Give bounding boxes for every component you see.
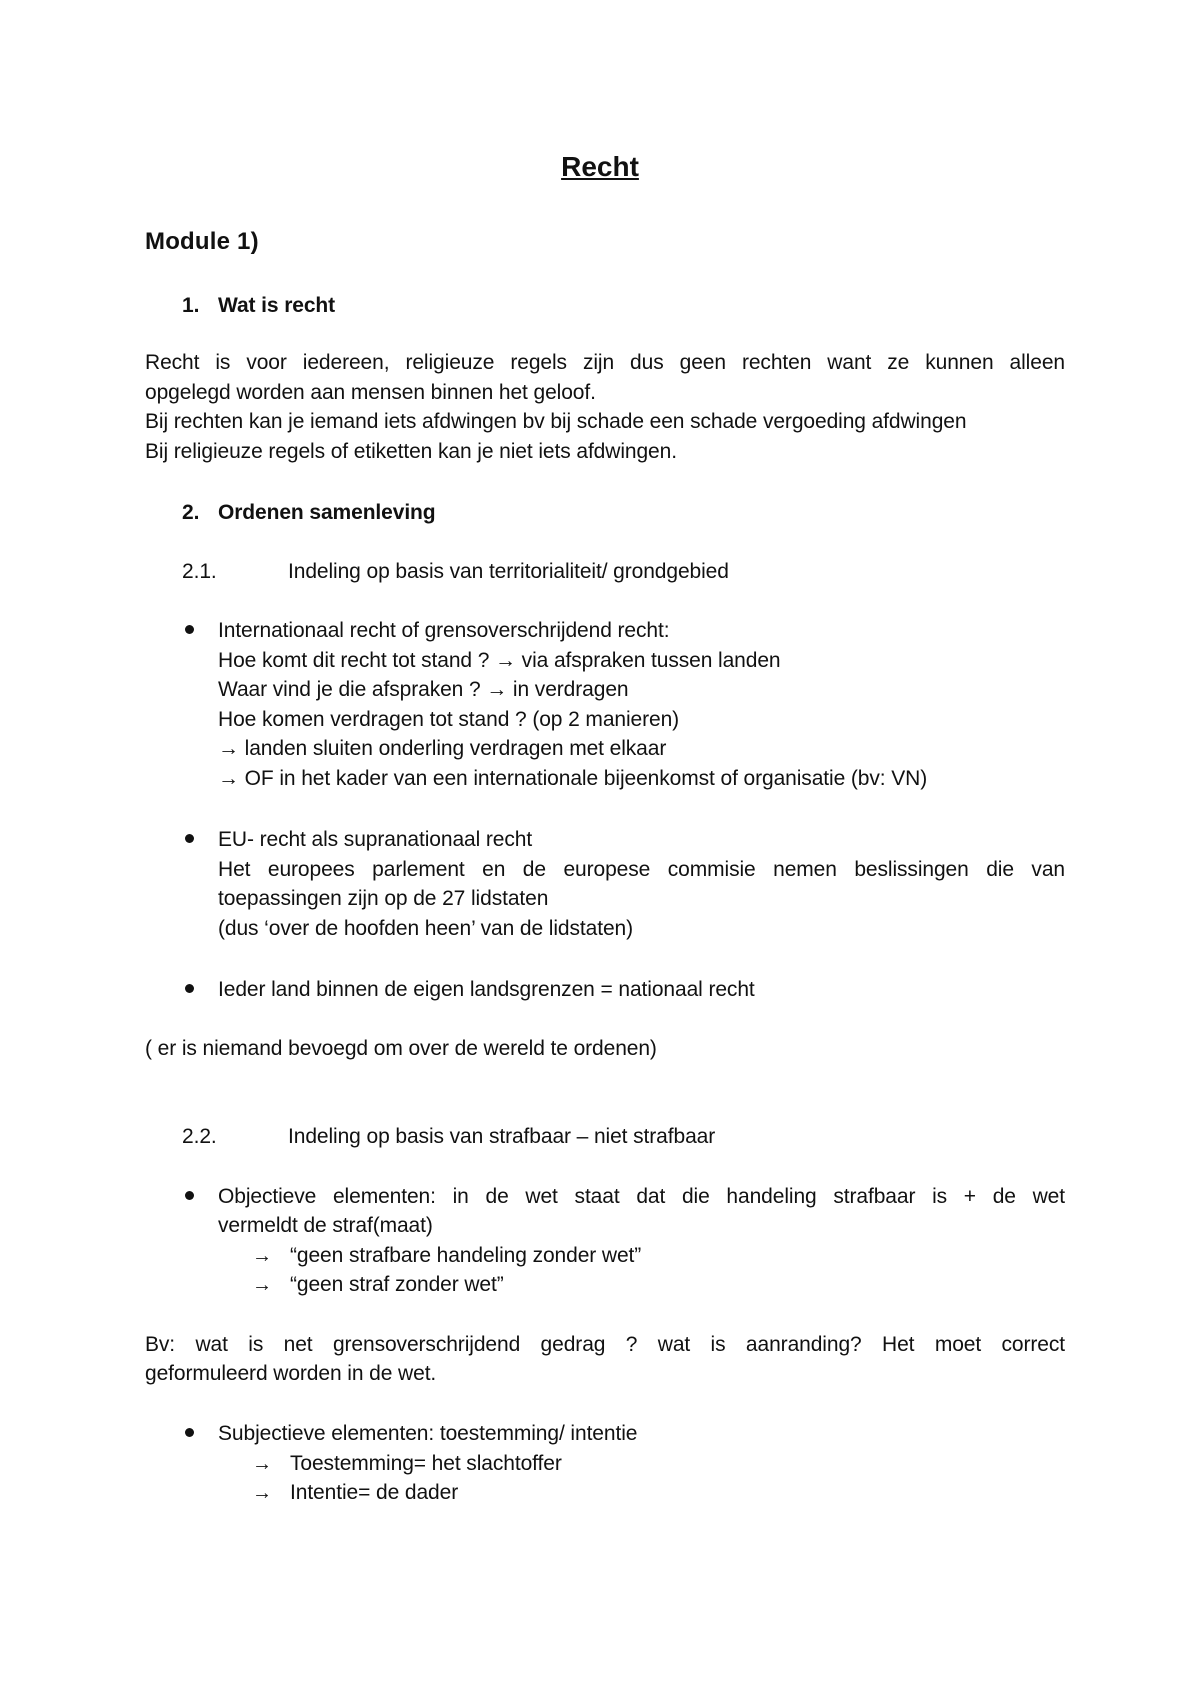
bullet-icon [185, 1428, 194, 1437]
bullet-1-line-1: Internationaal recht of grensoverschrijdend recht: [218, 619, 670, 642]
bullet-2-line-4: (dus ‘over de hoofden heen’ van de lidstaten) [218, 917, 634, 940]
arrow-icon: → [252, 1245, 272, 1267]
bullet-1-line-2: Hoe komt dit recht tot stand ? → via afspraken tussen landen [218, 649, 781, 672]
bullet-5-arrow-1: Toestemming= het slachtoffer [290, 1452, 562, 1475]
bullet-icon [185, 834, 194, 843]
bullet-icon [185, 625, 194, 634]
bullet-1-line-3: Waar vind je die afspraken ? → in verdragen [218, 678, 629, 701]
subsection-2-1-number: 2.1. [182, 560, 217, 583]
bullet-4-arrow-1: “geen strafbare handeling zonder wet” [290, 1244, 642, 1267]
paragraph-2-line-1: Bv: wat is net grensoverschrijdend gedrag ? wat is aanranding? Het moet correct [145, 1333, 1065, 1356]
subsection-2-2-heading: Indeling op basis van strafbaar – niet strafbaar [288, 1125, 716, 1148]
bullet-2-line-3: toepassingen zijn op de 27 lidstaten [218, 887, 549, 910]
arrow-icon: → [252, 1274, 272, 1296]
arrow-icon: → [252, 1453, 272, 1475]
bullet-1-line-5: → landen sluiten onderling verdragen met elkaar [218, 737, 667, 760]
bullet-4-arrow-2: “geen straf zonder wet” [290, 1273, 504, 1296]
paragraph-1-line-4: Bij religieuze regels of etiketten kan je niet iets afdwingen. [145, 440, 677, 463]
bullet-icon [185, 1191, 194, 1200]
arrow-icon: → [252, 1482, 272, 1504]
bullet-5-line-1: Subjectieve elementen: toestemming/ intentie [218, 1422, 638, 1445]
bullet-1-line-4: Hoe komen verdragen tot stand ? (op 2 manieren) [218, 708, 680, 731]
section-1-heading: Wat is recht [218, 294, 336, 317]
bullet-1-line-6: → OF in het kader van een internationale bijeenkomst of organisatie (bv: VN) [218, 767, 928, 790]
bullet-4-line-2: vermeldt de straf(maat) [218, 1214, 433, 1237]
paragraph-1-line-2: opgelegd worden aan mensen binnen het geloof. [145, 381, 596, 404]
note-line: ( er is niemand bevoegd om over de wereld te ordenen) [145, 1037, 657, 1060]
document-title: Recht [561, 151, 639, 182]
bullet-2-line-2: Het europees parlement en de europese commisie nemen beslissingen die van [218, 858, 1065, 881]
bullet-4-line-1: Objectieve elementen: in de wet staat dat die handeling strafbaar is + de wet [218, 1185, 1065, 1208]
section-2-number: 2. [182, 501, 200, 524]
bullet-icon [185, 984, 194, 993]
module-heading: Module 1) [145, 228, 259, 255]
paragraph-1-line-3: Bij rechten kan je iemand iets afdwingen bv bij schade een schade vergoeding afdwingen [145, 410, 967, 433]
subsection-2-1-heading: Indeling op basis van territorialiteit/ grondgebied [288, 560, 729, 583]
paragraph-1-line-1: Recht is voor iedereen, religieuze regels zijn dus geen rechten want ze kunnen alleen [145, 351, 1065, 374]
bullet-2-line-1: EU- recht als supranationaal recht [218, 828, 533, 851]
section-1-number: 1. [182, 294, 200, 317]
section-2-heading: Ordenen samenleving [218, 501, 436, 524]
bullet-5-arrow-2: Intentie= de dader [290, 1481, 459, 1504]
subsection-2-2-number: 2.2. [182, 1125, 217, 1148]
paragraph-2-line-2: geformuleerd worden in de wet. [145, 1362, 437, 1385]
bullet-3-line-1: Ieder land binnen de eigen landsgrenzen = nationaal recht [218, 978, 755, 1001]
